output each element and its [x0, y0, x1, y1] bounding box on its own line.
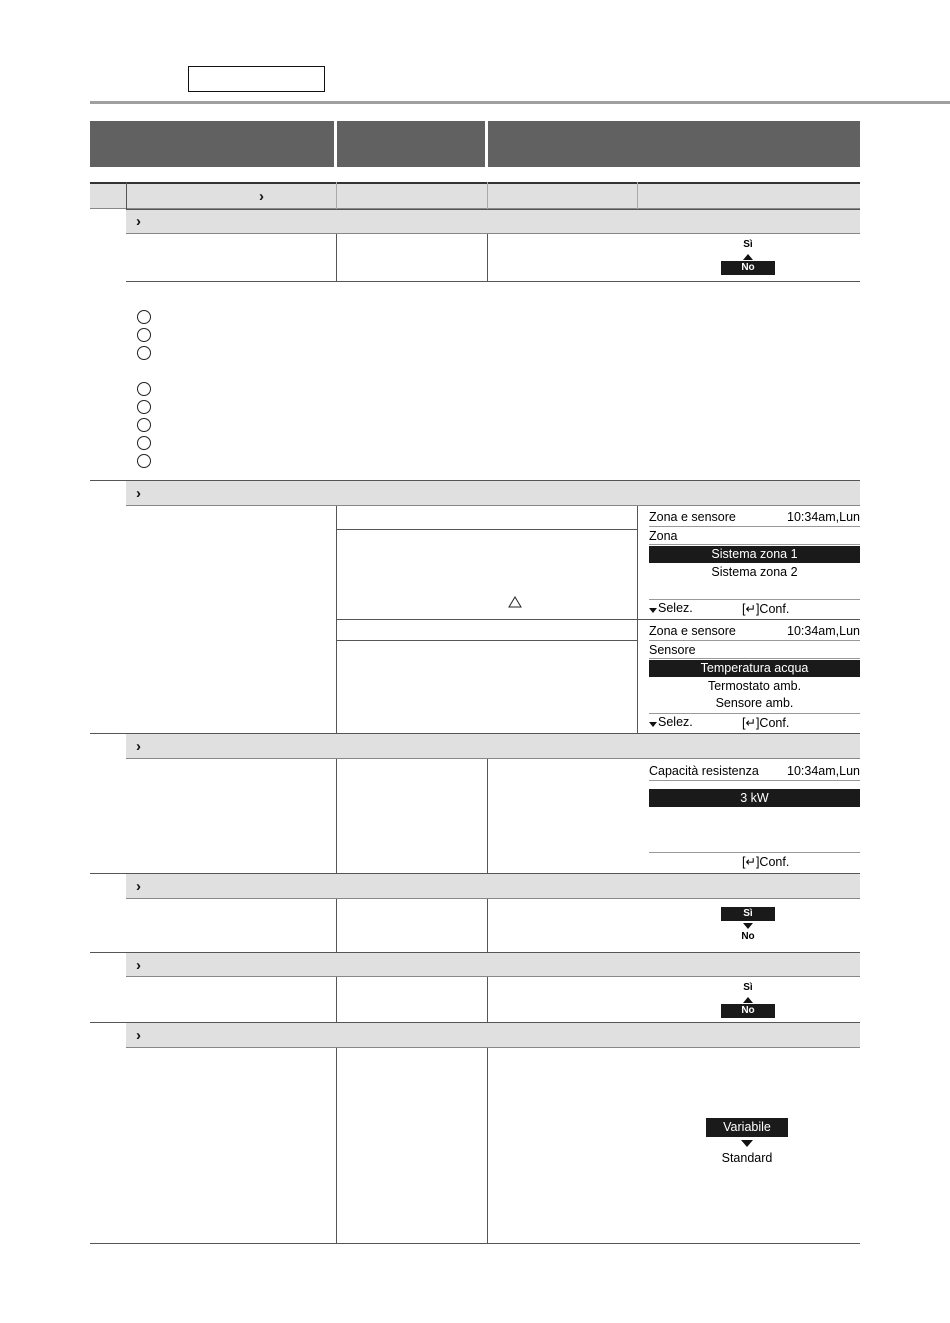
toggle3-selected: No: [721, 1004, 775, 1018]
section-band-main: [90, 182, 860, 209]
table-header-col1: [90, 121, 334, 167]
screen2-title: Zona e sensore: [649, 624, 736, 638]
warning-triangle-icon: [508, 596, 522, 608]
chevron-right-icon: ›: [136, 878, 141, 895]
section-band-6: [126, 1022, 860, 1048]
header-rule: [90, 101, 950, 104]
toggle1-top: Sì: [743, 239, 753, 250]
arrow-up-icon: [743, 254, 753, 260]
table-header-col2: [337, 121, 485, 167]
toggle4-bottom: Standard: [721, 1151, 773, 1165]
chevron-right-icon: ›: [136, 957, 141, 974]
screen3-time: 10:34am,Lun: [787, 764, 860, 778]
col-divider: [336, 1048, 337, 1243]
col-divider: [487, 899, 488, 952]
band-divider: [637, 182, 638, 209]
arrow-down-icon: [741, 1140, 753, 1147]
screen1-item-selected: Sistema zona 1: [649, 546, 860, 563]
toggle4-selected: Variabile: [706, 1118, 788, 1137]
row-divider: [90, 480, 126, 481]
row-divider: [336, 640, 637, 641]
col-divider: [487, 1048, 488, 1243]
numbered-circle-icon: [137, 400, 151, 414]
table-bottom-rule: [90, 1243, 860, 1244]
col-divider: [336, 234, 337, 281]
row-divider: [336, 529, 637, 530]
band-divider: [126, 182, 127, 209]
col-divider: [336, 759, 337, 873]
numbered-circle-icon: [137, 382, 151, 396]
lcd-divider: [649, 780, 860, 781]
row-divider: [336, 619, 860, 620]
lcd-divider: [649, 544, 860, 545]
toggle1-selected: No: [721, 261, 775, 275]
screen3-title: Capacità resistenza: [649, 764, 759, 778]
screen2-item: Termostato amb.: [707, 679, 802, 693]
screen2-left-hint: Selez.: [658, 715, 693, 729]
chevron-right-icon: ›: [136, 485, 141, 502]
arrow-down-icon: [743, 923, 753, 929]
toggle2-bottom: No: [741, 931, 755, 942]
col-divider: [487, 234, 488, 281]
lcd-divider: [649, 640, 860, 641]
toggle2-selected: Sì: [721, 907, 775, 921]
arrow-up-icon: [743, 997, 753, 1003]
screen2-item: Sensore amb.: [715, 696, 794, 710]
chevron-right-icon: ›: [136, 738, 141, 755]
section-band-2: [126, 480, 860, 506]
numbered-circle-icon: [137, 418, 151, 432]
numbered-circle-icon: [137, 328, 151, 342]
col-divider: [487, 759, 488, 873]
screen1-title: Zona e sensore: [649, 510, 736, 524]
col-divider: [336, 977, 337, 1022]
header-label-box: [188, 66, 325, 92]
section-band-3: [126, 733, 860, 759]
screen2-subtitle: Sensore: [649, 643, 696, 657]
screen1-time: 10:34am,Lun: [787, 510, 860, 524]
lcd-divider: [649, 599, 860, 600]
lcd-divider: [649, 526, 860, 527]
lcd-divider: [649, 658, 860, 659]
numbered-circle-icon: [137, 436, 151, 450]
arrow-down-icon: [649, 608, 657, 613]
section-band-5: [126, 952, 860, 977]
lcd-divider: [649, 713, 860, 714]
screen1-item: Sistema zona 2: [711, 565, 798, 579]
section-band-4: [126, 873, 860, 899]
numbered-circle-icon: [137, 346, 151, 360]
row-divider: [90, 873, 126, 874]
arrow-down-icon: [649, 722, 657, 727]
screen1-right-hint: [↵]Conf.: [742, 602, 790, 616]
chevron-right-icon: ›: [259, 188, 264, 205]
toggle3-top: Sì: [743, 982, 753, 993]
numbered-circle-icon: [137, 454, 151, 468]
chevron-right-icon: ›: [136, 1027, 141, 1044]
col-divider: [487, 977, 488, 1022]
band-divider: [336, 182, 337, 209]
screen2-time: 10:34am,Lun: [787, 624, 860, 638]
table-header-col3: [488, 121, 860, 167]
screen1-left-hint: Selez.: [658, 601, 693, 615]
chevron-right-icon: ›: [136, 213, 141, 230]
row-divider: [126, 281, 860, 282]
numbered-circle-icon: [137, 310, 151, 324]
screen2-right-hint: [↵]Conf.: [742, 716, 790, 730]
band-divider: [487, 182, 488, 209]
screen3-value: 3 kW: [649, 789, 860, 807]
col-divider: [336, 899, 337, 952]
row-divider: [90, 733, 126, 734]
row-divider: [90, 952, 126, 953]
row-divider: [90, 1022, 126, 1023]
screen1-subtitle: Zona: [649, 529, 678, 543]
screen3-right-hint: [↵]Conf.: [742, 855, 790, 869]
section-band-1: [126, 209, 860, 234]
lcd-divider: [649, 852, 860, 853]
screen2-item-selected: Temperatura acqua: [649, 660, 860, 677]
